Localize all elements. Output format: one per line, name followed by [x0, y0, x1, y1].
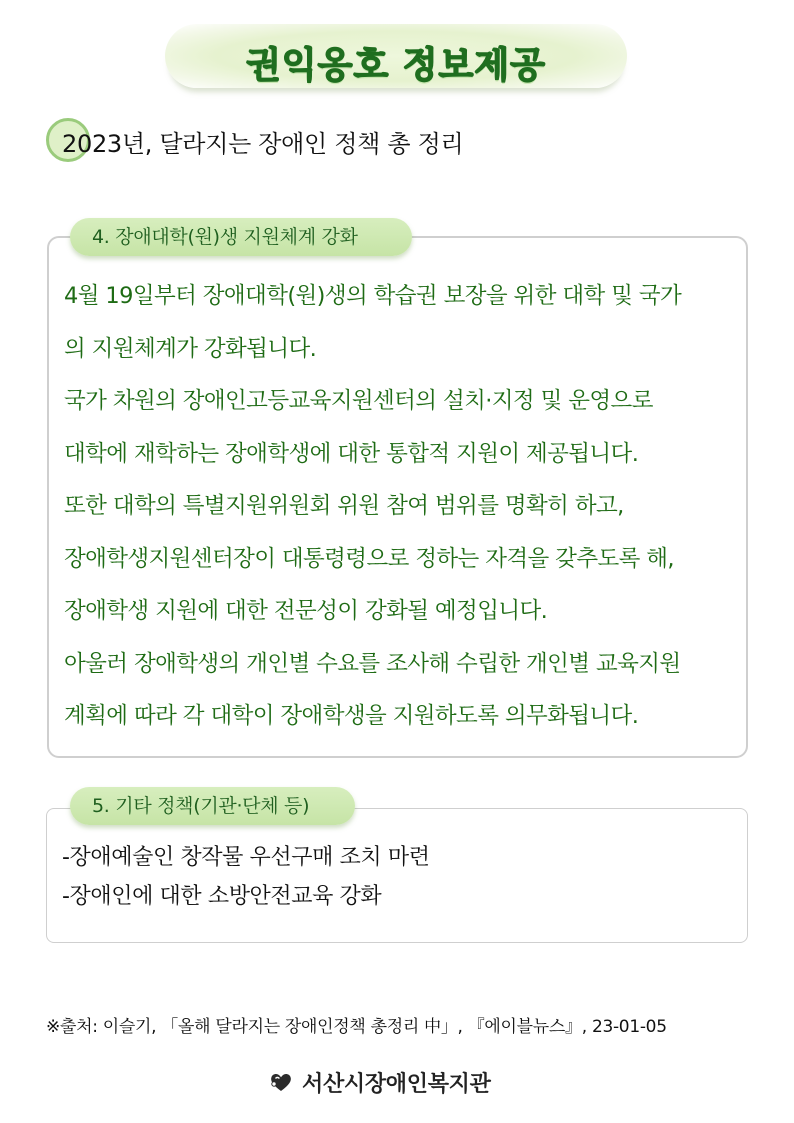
heart-hand-logo-icon — [268, 1069, 294, 1095]
body-line: 국가 차원의 장애인고등교육지원센터의 설치·지정 및 운영으로 — [64, 388, 653, 414]
body-line: 의 지원체계가 강화됩니다. — [64, 335, 317, 362]
body-line: 아울러 장애학생의 개인별 수요를 조사해 수립한 개인별 교육지원 — [64, 650, 681, 677]
list-item: -장애예술인 창작물 우선구매 조치 마련 — [62, 845, 430, 870]
section-4-label: 4. 장애대학(원)생 지원체계 강화 — [70, 218, 412, 256]
body-line: 장애학생지원센터장이 대통령령으로 정하는 자격을 갖추도록 해, — [64, 545, 674, 572]
section-5-list — [62, 838, 722, 916]
page-subtitle: 2023년, 달라지는 장애인 정책 총 정리 — [62, 130, 464, 158]
page-title: 권익옹호 정보제공 — [246, 45, 546, 86]
section-4-body — [64, 270, 734, 743]
body-line: 장애학생 지원에 대한 전문성이 강화될 예정입니다. — [64, 598, 548, 624]
body-line: 계획에 따라 각 대학이 장애학생을 지원하도록 의무화됩니다. — [64, 703, 639, 729]
footer — [268, 1066, 491, 1098]
title-banner — [165, 24, 627, 88]
list-item: -장애인에 대한 소방안전교육 강화 — [62, 884, 382, 909]
body-line: 4월 19일부터 장애대학(원)생의 학습권 보장을 위한 대학 및 국가 — [64, 283, 682, 309]
body-line: 또한 대학의 특별지원위원회 위원 참여 범위를 명확히 하고, — [64, 493, 624, 519]
section-5-label: 5. 기타 정책(기관·단체 등) — [70, 787, 355, 825]
organization-name: 서산시장애인복지관 — [302, 1071, 491, 1097]
source-citation: ※출처: 이슬기, 「올해 달라지는 장애인정책 총정리 中」, 『에이블뉴스』, 23-01-05 — [46, 1017, 667, 1037]
body-line: 대학에 재학하는 장애학생에 대한 통합적 지원이 제공됩니다. — [64, 440, 639, 467]
